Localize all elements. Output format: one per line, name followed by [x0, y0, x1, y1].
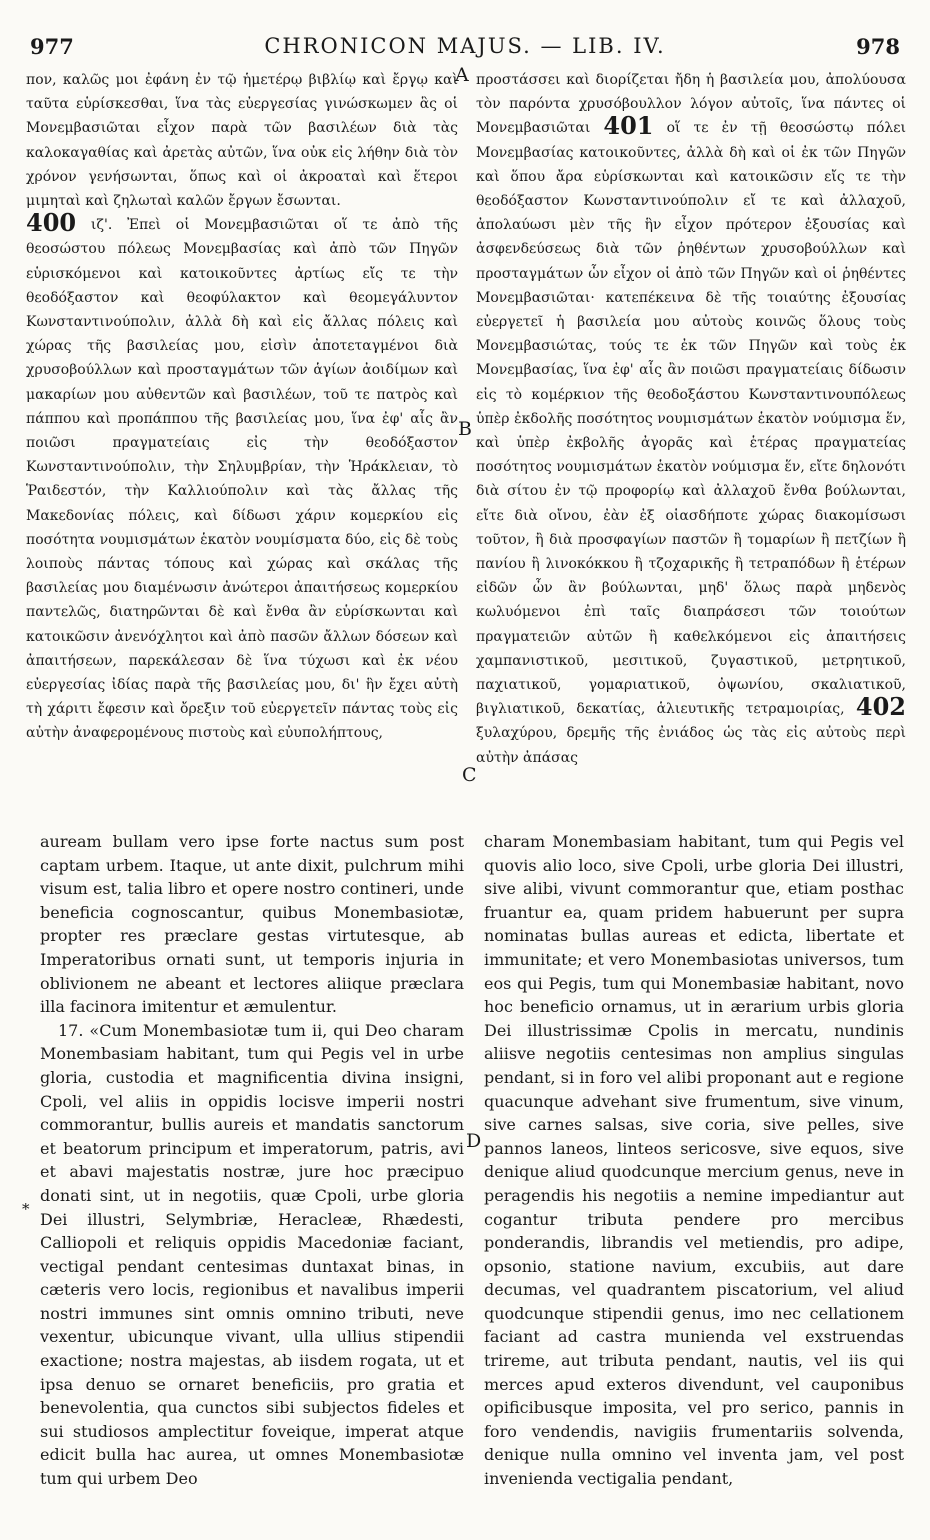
- margin-letter-d: D: [466, 1130, 482, 1152]
- greek-left-paragraph: [26, 208, 458, 745]
- section-number: 402: [855, 692, 906, 722]
- greek-left-paragraph: πον, καλῶς μοι ἐφάνη ἐν τῷ ἡμετέρῳ βιβλίῳ καὶ ἔργῳ καὶ ταῦτα εὑρίσκεσθαι, ἵνα τὰς εὐεργεσίας γινώσκωμεν ἃς οἱ Μονεμβασιῶται εἶχον παρὰ τῶν βασιλέων διὰ τὰς καλοκαγαθίας καὶ ἀρετὰς αὐτῶν, ἵνα οὐκ εἰς λήθην διὰ τὸν χρόνον γενήσωνται, ὅπως καὶ οἱ ἀκροαταὶ καὶ ἕτεροι μιμηταὶ καὶ ζηλωταὶ καλῶν ἔργων ἔσωνται.: [26, 72, 458, 210]
- margin-letter-a: A: [455, 64, 469, 86]
- left-page-number: 977: [30, 34, 74, 59]
- margin-letter-b: B: [458, 418, 472, 440]
- latin-left-paragraph: auream bullam vero ipse forte nactus sum post captam urbem. Itaque, ut ante dixit, pulchrum mihi visum est, talia libro et opere nostro contineri, unde beneficia cognoscantur, quibus Monembasiotæ, propter res præclare gestas virtutesque, ab Imperatoribus ornati sunt, ut temporis injuria in oblivionem ne abeant et lectores aliique præclara illa facinora imitentur et æmulentur.: [40, 832, 464, 1017]
- section-number: 400: [26, 208, 77, 238]
- greek-left-text: ιζ'. Ἐπεὶ οἱ Μονεμβασιῶται οἵ τε ἀπὸ τῆς θεοσώστου πόλεως Μονεμβασίας καὶ ἀπὸ τῶν Πηγῶν εὑρισκόμενοι καὶ κατοικοῦντες ἀρτίως εἴς τε τὴν θεοδόξαστον καὶ θεοφύλακτον καὶ θεομεγάλυντον Κωνσταντινούπολιν, ἀλλὰ δὴ καὶ εἰς ἄλλας πόλεις καὶ χώρας τῆς βασιλείας μου, εἰσὶν ἀποτεταγμένοι διὰ χρυσοβούλλων καὶ προσταγμάτων τῶν ἁγίων ἀοιδίμων καὶ μακαρίων μου αὐθεντῶν καὶ βασιλέων, τοῦ τε πατρὸς καὶ πάππου καὶ προπάππου τῆς βασιλείας μου, ἵνα ἐφ' αἷς ἂν ποιῶσι πραγματείαις εἰς τὴν θεοδόξαστον Κωνσταντινούπολιν, τὴν Σηλυμβρίαν, τὴν Ἡράκλειαν, τὸ Ῥαιδεστόν, τὴν Καλλιούπολιν καὶ τὰς ἄλλας τῆς Μακεδονίας πόλεις, καὶ δίδωσι χάριν κομερκίου εἰς ποσότητα νουμισμάτων ἑκατὸν νουμίσματα δύο, εἰς δὲ τοὺς λοιποὺς πάντας τόπους καὶ χώρας καὶ σκάλας τῆς βασιλείας μου διαμένωσιν ἀνώτεροι ἀπαιτήσεως κομερκίου παντελῶς, διατηρῶνται δὲ καὶ ἔνθα ἂν εὑρίσκωνται καὶ κατοικῶσιν ἀνενόχλητοι καὶ ἀπὸ πασῶν ἄλλων δόσεων καὶ ἀπαιτήσεων, παρεκάλεσαν δὲ ἵνα τύχωσι καὶ ἐκ νέου εὐεργεσίας ἰδίας παρὰ τῆς βασιλείας μου, δι' ἣν ἔχει αὐτὴ τὴ χάριτι ἔφεσιν καὶ ὄρεξιν τοῦ εὐεργετεῖν πάντας τοὺς εἰς αὐτὴν ἀναφερομένους πιστοὺς καὶ εὐυπολήπτους,: [26, 217, 458, 742]
- latin-right-paragraph: charam Monembasiam habitant, tum qui Pegis vel quovis alio loco, sive Cpoli, urbe gloria Dei illustri, sive alibi, vivunt commorantur que, etiam posthac fruantur ea, quam pridem habuerunt per supra nominatas bullas aureas et edicta, libertate et immunitate; et vero Monembasiotas universos, tum eos qui Pegis, tum qui Monembasiæ habitant, novo hoc beneficio ornamus, ut in ærarium urbis gloria Dei illustrissimæ Cpolis in mercatu, nundinis aliisve negotiis centesimas non amplius singulas pendant, si in foro vel alibi proponant aut e regione quacunque advehant sive frumentum, sive vinum, sive carnes salsas, sive coria, sive pelles, sive pannos laneos, linteos sericosve, sive equos, sive denique aliud quodcunque mercium genus, neve in peragendis his negotiis a nemine impediantur aut cogantur tributa pendere pro mercibus ponderandis, librandis vel metiendis, pro adipe, opsonio, statione navium, excubiis, aut dare decumas, vel quadrantem piscatorium, vel aliud quodcunque stipendii genus, imo nec cellationem faciant ad castra munienda vel exstruendas trireme, aut tributa pendant, nautis, vel iis qui merces apud exteros divendunt, vel cauponibus opificibusque imposita, vel pro serico, pannis in foro vendendis, navigiis frumentariis solvenda, denique nulla omnino vel inventa jam, vel post invenienda vectigalia pendant,: [484, 832, 904, 1489]
- latin-text-left-column: [40, 830, 464, 1530]
- greek-right-paragraph: [476, 68, 906, 770]
- greek-right-text: οἵ τε ἐν τῇ θεοσώστῳ πόλει Μονεμβασίας κατοικοῦντες, ἀλλὰ δὴ καὶ οἱ ἐκ τῶν Πηγῶν καὶ ὅπου ἄρα εὑρίσκωνται καὶ κατοικῶσιν εἴς τε τὴν θεοδόξαστον Κωνσταντινούπολιν εἴ τε καὶ ἀλλαχοῦ, ἀπολαύωσι μὲν τῆς ἣν εἶχον πρότερον ἐξουσίας καὶ ἀσφενδεύσεως διὰ τῶν ῥηθέντων χρυσοβούλλων καὶ προσταγμάτων ὧν εἶχον οἱ ἀπὸ τῶν Πηγῶν καὶ οἱ ῥηθέντες Μονεμβασιῶται· κατεπέκεινα δὲ τῆς τοιαύτης ἐξουσίας εὐεργετεῖ ἡ βασιλεία μου αὐτοὺς κοινῶς ὅλους τοὺς Μονεμβασιώτας, τούς τε ἐκ τῶν Πηγῶν καὶ τοὺς ἐκ Μονεμβασίας, ἵνα ἐφ' αἷς ἂν ποιῶσι πραγματείαις δίδωσιν εἰς τὸ κομέρκιον τῆς θεοδοξάστου Κωνσταντινουπόλεως ὑπὲρ ἐκδολῆς ποσότητος νουμισμάτων ἑκατὸν νούμισμα ἕν, καὶ ὑπὲρ ἐκβολῆς ἀγορᾶς καὶ ἑτέρας πραγματείας ποσότητος νουμισμάτων ἑκατὸν νούμισμα ἕν, εἴτε δηλονότι διὰ σίτου ἐν τῷ προφορίῳ καὶ ἀλλαχοῦ ἔνθα βούλωνται, εἴτε διὰ οἴνου, ἐὰν ἐξ οἱασδήποτε χώρας διακομίσωσι τοῦτον, ἢ διὰ προσφαγίων παστῶν ἢ τομαρίων ἢ πετζίων ἢ πανίου ἢ λινοκόκκου ἢ τζοχαρικῆς ἢ τετραπόδων ἢ ἑτέρων εἰδῶν ὧν ἂν βούλωνται, μηδ' ὅλως παρὰ μηδενὸς κωλυόμενοι ἐπὶ ταῖς διαπράσεσι τῶν τοιούτων πραγματειῶν αὐτῶν ἢ καθελκόμενοι εἰς ἀπαιτήσεις χαμπανιστικοῦ, μεσιτικοῦ, ζυγαστικοῦ, μετρητικοῦ, παχιατικοῦ, γομαριατικοῦ, ὀψωνίου, σκαλιατικοῦ, βιγλιατικοῦ, δεκατίας, ἁλιευτικῆς τετραμοιρίας,: [476, 120, 906, 718]
- latin-left-paragraph: 17. «Cum Monembasiotæ tum ii, qui Deo charam Monembasiam habitant, tum qui Pegis vel in urbe gloria, custodia et magnificentia divina insigni, Cpoli, vel aliis in oppidis locisve imperii nostri commorantur, bullis aureis et mandatis sanctorum et beatorum principum et imperatorum, patris, avi et abavi majestatis nostræ, jure hoc præcipuo donati sint, ut in negotiis, quæ Cpoli, urbe gloria Dei illustri, Selymbriæ, Heracleæ, Rhædesti, Calliopoli et reliquis oppidis Macedoniæ faciant, vectigal pendant centesimas duntaxat binas, in cæteris vero locis, regionibus et navalibus imperii nostri immunes sint omnis omnino tributi, neve vexentur, ubicunque vivant, ulla ullius stipendii exactione; nostra majestas, ab iisdem rogata, ut et ipsa denuo se ornaret beneficiis, pro gratia et benevolentia, qua cunctos sibi subjectos fideles et sui studiosos amplectitur foveique, imperat atque edicit bulla hac aurea, ut omnes Monembasiotæ tum qui urbem Deo: [40, 1020, 464, 1489]
- margin-star: *: [22, 1200, 30, 1218]
- greek-right-text: προστάσσει καὶ διορίζεται ἤδη ἡ βασιλεία μου, ἀπολύουσα τὸν παρόντα χρυσόβουλλον λόγον αὐτοῖς, ἵνα πάντες οἱ Μονεμβασιῶται: [476, 72, 906, 137]
- greek-text-right-column: [476, 68, 906, 804]
- running-header: [30, 30, 900, 64]
- section-number: 401: [603, 111, 654, 141]
- greek-text-left-column: [26, 68, 458, 804]
- right-page-number: 978: [856, 34, 900, 59]
- margin-letter-c: C: [462, 764, 477, 786]
- running-title: CHRONICON MAJUS. — LIB. IV.: [264, 34, 666, 58]
- latin-text-right-column: [484, 830, 904, 1530]
- greek-right-text: ξυλαχύρου, δρεμῆς τῆς ἐνιάδος ὡς τὰς εἰς αὐτοὺς περὶ αὐτὴν ἀπάσας: [476, 725, 906, 766]
